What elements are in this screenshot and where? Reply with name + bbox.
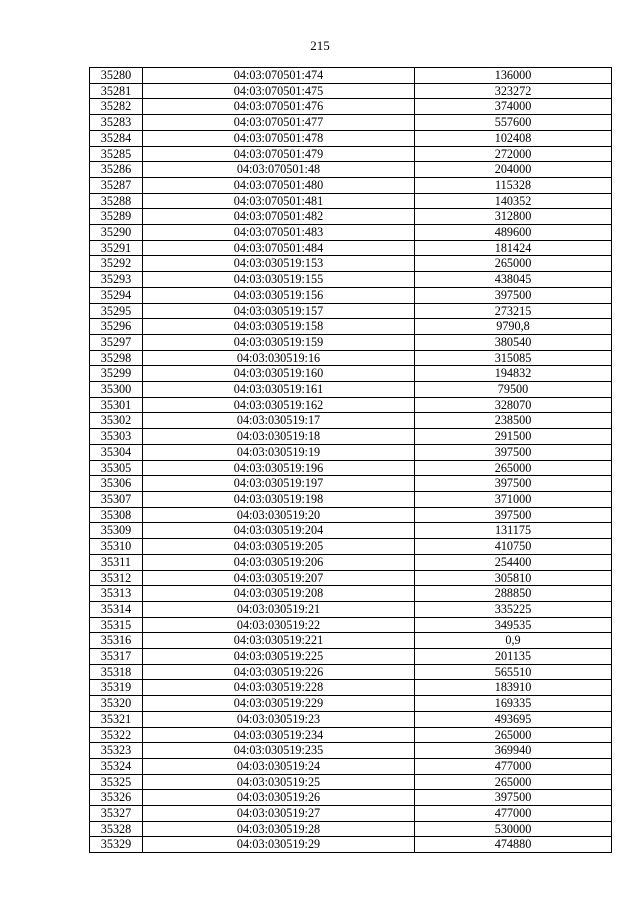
cadastral-value-cell: 204000 (415, 162, 612, 178)
cadastral-value-cell: 323272 (415, 83, 612, 99)
row-number-cell: 35324 (90, 758, 143, 774)
cadastral-number-cell: 04:03:070501:474 (143, 68, 415, 84)
cadastral-number-cell: 04:03:070501:479 (143, 146, 415, 162)
table-row (90, 319, 612, 335)
cadastral-number-cell: 04:03:030519:19 (143, 444, 415, 460)
cadastral-value-cell: 489600 (415, 225, 612, 241)
table-row (90, 790, 612, 806)
table-row (90, 601, 612, 617)
row-number-cell: 35299 (90, 366, 143, 382)
row-number-cell: 35286 (90, 162, 143, 178)
cadastral-number-cell: 04:03:030519:157 (143, 303, 415, 319)
cadastral-value-cell: 530000 (415, 821, 612, 837)
row-number-cell: 35295 (90, 303, 143, 319)
cadastral-value-cell: 397500 (415, 444, 612, 460)
table-row (90, 429, 612, 445)
cadastral-number-cell: 04:03:030519:208 (143, 586, 415, 602)
cadastral-value-cell: 140352 (415, 193, 612, 209)
table-row (90, 115, 612, 131)
cadastral-value-cell: 474880 (415, 837, 612, 853)
table-row (90, 397, 612, 413)
cadastral-value-cell: 131175 (415, 523, 612, 539)
table-row (90, 523, 612, 539)
cadastral-number-cell: 04:03:030519:204 (143, 523, 415, 539)
row-number-cell: 35326 (90, 790, 143, 806)
row-number-cell: 35296 (90, 319, 143, 335)
cadastral-number-cell: 04:03:070501:478 (143, 130, 415, 146)
table-row (90, 287, 612, 303)
cadastral-value-cell: 201135 (415, 649, 612, 665)
table-row (90, 68, 612, 84)
row-number-cell: 35289 (90, 209, 143, 225)
cadastral-value-cell: 265000 (415, 256, 612, 272)
row-number-cell: 35320 (90, 696, 143, 712)
cadastral-number-cell: 04:03:030519:198 (143, 491, 415, 507)
table-row (90, 193, 612, 209)
cadastral-value-cell: 477000 (415, 758, 612, 774)
cadastral-value-cell: 265000 (415, 727, 612, 743)
cadastral-number-cell: 04:03:030519:25 (143, 774, 415, 790)
table-row (90, 272, 612, 288)
cadastral-number-cell: 04:03:030519:23 (143, 711, 415, 727)
table-row (90, 586, 612, 602)
table-row (90, 256, 612, 272)
cadastral-value-cell: 265000 (415, 774, 612, 790)
cadastral-number-cell: 04:03:030519:16 (143, 350, 415, 366)
row-number-cell: 35316 (90, 633, 143, 649)
cadastral-value-cell: 254400 (415, 554, 612, 570)
table-row (90, 680, 612, 696)
cadastral-value-cell: 79500 (415, 382, 612, 398)
table-row (90, 413, 612, 429)
cadastral-number-cell: 04:03:030519:159 (143, 334, 415, 350)
row-number-cell: 35280 (90, 68, 143, 84)
row-number-cell: 35328 (90, 821, 143, 837)
row-number-cell: 35327 (90, 806, 143, 822)
cadastral-number-cell: 04:03:030519:22 (143, 617, 415, 633)
cadastral-number-cell: 04:03:030519:207 (143, 570, 415, 586)
cadastral-number-cell: 04:03:030519:29 (143, 837, 415, 853)
cadastral-value-cell: 291500 (415, 429, 612, 445)
table-row (90, 507, 612, 523)
row-number-cell: 35310 (90, 539, 143, 555)
cadastral-value-cell: 272000 (415, 146, 612, 162)
cadastral-value-cell: 380540 (415, 334, 612, 350)
cadastral-value-cell: 315085 (415, 350, 612, 366)
row-number-cell: 35293 (90, 272, 143, 288)
cadastral-value-cell: 397500 (415, 790, 612, 806)
table-row (90, 476, 612, 492)
cadastral-number-cell: 04:03:030519:156 (143, 287, 415, 303)
cadastral-value-cell: 9790,8 (415, 319, 612, 335)
table-row (90, 743, 612, 759)
row-number-cell: 35294 (90, 287, 143, 303)
row-number-cell: 35291 (90, 240, 143, 256)
cadastral-number-cell: 04:03:070501:48 (143, 162, 415, 178)
cadastral-number-cell: 04:03:070501:484 (143, 240, 415, 256)
table-row (90, 711, 612, 727)
cadastral-number-cell: 04:03:030519:28 (143, 821, 415, 837)
cadastral-value-cell: 397500 (415, 287, 612, 303)
row-number-cell: 35325 (90, 774, 143, 790)
table-row (90, 554, 612, 570)
table-row (90, 382, 612, 398)
table-row (90, 177, 612, 193)
table-row (90, 460, 612, 476)
table-row (90, 209, 612, 225)
page-number: 215 (310, 38, 330, 53)
cadastral-number-cell: 04:03:030519:206 (143, 554, 415, 570)
cadastral-number-cell: 04:03:030519:24 (143, 758, 415, 774)
row-number-cell: 35317 (90, 649, 143, 665)
cadastral-number-cell: 04:03:030519:160 (143, 366, 415, 382)
table-row (90, 240, 612, 256)
cadastral-value-cell: 273215 (415, 303, 612, 319)
row-number-cell: 35287 (90, 177, 143, 193)
row-number-cell: 35314 (90, 601, 143, 617)
cadastral-number-cell: 04:03:030519:21 (143, 601, 415, 617)
table-row (90, 821, 612, 837)
cadastral-value-cell: 565510 (415, 664, 612, 680)
table-row (90, 99, 612, 115)
table-row (90, 303, 612, 319)
cadastral-number-cell: 04:03:030519:153 (143, 256, 415, 272)
cadastral-number-cell: 04:03:070501:476 (143, 99, 415, 115)
row-number-cell: 35282 (90, 99, 143, 115)
table-row (90, 806, 612, 822)
cadastral-number-cell: 04:03:030519:197 (143, 476, 415, 492)
cadastral-number-cell: 04:03:030519:221 (143, 633, 415, 649)
table-row (90, 225, 612, 241)
row-number-cell: 35283 (90, 115, 143, 131)
row-number-cell: 35290 (90, 225, 143, 241)
cadastral-number-cell: 04:03:070501:480 (143, 177, 415, 193)
cadastral-number-cell: 04:03:070501:481 (143, 193, 415, 209)
row-number-cell: 35307 (90, 491, 143, 507)
table-row (90, 146, 612, 162)
cadastral-value-cell: 397500 (415, 476, 612, 492)
cadastral-value-cell: 102408 (415, 130, 612, 146)
table-row (90, 664, 612, 680)
row-number-cell: 35322 (90, 727, 143, 743)
cadastral-value-cell: 194832 (415, 366, 612, 382)
cadastral-value-cell: 328070 (415, 397, 612, 413)
cadastral-number-cell: 04:03:030519:158 (143, 319, 415, 335)
row-number-cell: 35292 (90, 256, 143, 272)
cadastral-number-cell: 04:03:070501:482 (143, 209, 415, 225)
row-number-cell: 35321 (90, 711, 143, 727)
cadastral-value-cell: 238500 (415, 413, 612, 429)
row-number-cell: 35301 (90, 397, 143, 413)
row-number-cell: 35311 (90, 554, 143, 570)
cadastral-number-cell: 04:03:030519:235 (143, 743, 415, 759)
cadastral-number-cell: 04:03:030519:225 (143, 649, 415, 665)
row-number-cell: 35285 (90, 146, 143, 162)
cadastral-value-cell: 183910 (415, 680, 612, 696)
cadastral-value-cell: 369940 (415, 743, 612, 759)
cadastral-number-cell: 04:03:030519:229 (143, 696, 415, 712)
row-number-cell: 35313 (90, 586, 143, 602)
row-number-cell: 35298 (90, 350, 143, 366)
cadastral-value-cell: 305810 (415, 570, 612, 586)
cadastral-value-cell: 312800 (415, 209, 612, 225)
row-number-cell: 35288 (90, 193, 143, 209)
cadastral-number-cell: 04:03:030519:27 (143, 806, 415, 822)
table-row (90, 130, 612, 146)
cadastral-value-table (89, 67, 612, 853)
row-number-cell: 35315 (90, 617, 143, 633)
cadastral-value-cell: 335225 (415, 601, 612, 617)
cadastral-value-cell: 169335 (415, 696, 612, 712)
table-row (90, 758, 612, 774)
row-number-cell: 35300 (90, 382, 143, 398)
cadastral-number-cell: 04:03:030519:26 (143, 790, 415, 806)
cadastral-value-cell: 288850 (415, 586, 612, 602)
row-number-cell: 35306 (90, 476, 143, 492)
cadastral-number-cell: 04:03:030519:161 (143, 382, 415, 398)
cadastral-value-cell: 0,9 (415, 633, 612, 649)
cadastral-value-cell: 493695 (415, 711, 612, 727)
cadastral-number-cell: 04:03:030519:228 (143, 680, 415, 696)
cadastral-value-cell: 438045 (415, 272, 612, 288)
row-number-cell: 35281 (90, 83, 143, 99)
row-number-cell: 35304 (90, 444, 143, 460)
cadastral-number-cell: 04:03:030519:17 (143, 413, 415, 429)
cadastral-number-cell: 04:03:030519:162 (143, 397, 415, 413)
row-number-cell: 35319 (90, 680, 143, 696)
row-number-cell: 35302 (90, 413, 143, 429)
row-number-cell: 35308 (90, 507, 143, 523)
row-number-cell: 35312 (90, 570, 143, 586)
cadastral-number-cell: 04:03:070501:483 (143, 225, 415, 241)
table-row (90, 727, 612, 743)
table-row (90, 837, 612, 853)
cadastral-value-cell: 371000 (415, 491, 612, 507)
row-number-cell: 35329 (90, 837, 143, 853)
table-row (90, 83, 612, 99)
cadastral-value-cell: 265000 (415, 460, 612, 476)
table-row (90, 366, 612, 382)
row-number-cell: 35303 (90, 429, 143, 445)
cadastral-value-cell: 557600 (415, 115, 612, 131)
cadastral-number-cell: 04:03:030519:196 (143, 460, 415, 476)
table-body (90, 68, 612, 853)
cadastral-number-cell: 04:03:030519:20 (143, 507, 415, 523)
table-row (90, 649, 612, 665)
cadastral-value-cell: 115328 (415, 177, 612, 193)
table-row (90, 491, 612, 507)
table-row (90, 633, 612, 649)
cadastral-value-cell: 477000 (415, 806, 612, 822)
cadastral-value-cell: 136000 (415, 68, 612, 84)
cadastral-number-cell: 04:03:030519:155 (143, 272, 415, 288)
table-row (90, 570, 612, 586)
table-row (90, 334, 612, 350)
cadastral-value-cell: 374000 (415, 99, 612, 115)
row-number-cell: 35297 (90, 334, 143, 350)
table-row (90, 444, 612, 460)
row-number-cell: 35309 (90, 523, 143, 539)
table-row (90, 696, 612, 712)
table-row (90, 350, 612, 366)
cadastral-number-cell: 04:03:030519:18 (143, 429, 415, 445)
table-row (90, 774, 612, 790)
cadastral-value-cell: 349535 (415, 617, 612, 633)
cadastral-value-cell: 410750 (415, 539, 612, 555)
table-row (90, 162, 612, 178)
row-number-cell: 35323 (90, 743, 143, 759)
cadastral-number-cell: 04:03:030519:234 (143, 727, 415, 743)
cadastral-value-cell: 181424 (415, 240, 612, 256)
cadastral-number-cell: 04:03:030519:205 (143, 539, 415, 555)
row-number-cell: 35284 (90, 130, 143, 146)
cadastral-value-cell: 397500 (415, 507, 612, 523)
cadastral-number-cell: 04:03:070501:477 (143, 115, 415, 131)
row-number-cell: 35318 (90, 664, 143, 680)
table-row (90, 539, 612, 555)
cadastral-number-cell: 04:03:030519:226 (143, 664, 415, 680)
table-row (90, 617, 612, 633)
row-number-cell: 35305 (90, 460, 143, 476)
cadastral-number-cell: 04:03:070501:475 (143, 83, 415, 99)
